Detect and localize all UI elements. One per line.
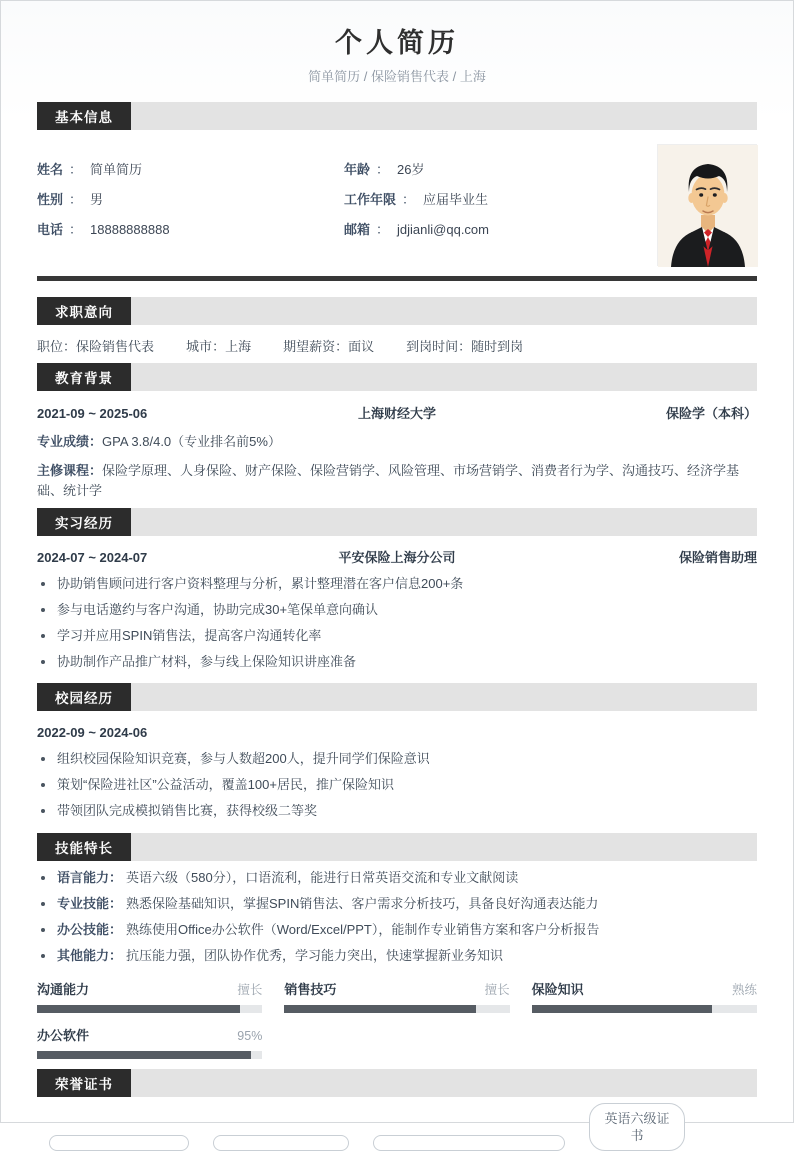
field-email	[344, 220, 651, 240]
education-degree: 保险学（本科）	[665, 406, 757, 421]
bullet-text: 策划“保险进社区”公益活动，覆盖100+居民，推广保险知识	[57, 777, 394, 792]
bar-track	[37, 1005, 262, 1013]
section-divider	[37, 276, 757, 281]
section-title-skills: 技能特长	[37, 833, 131, 861]
skill-text: 熟练使用Office办公软件（Word/Excel/PPT），能制作专业销售方案和客户分析报告	[126, 922, 600, 937]
bullet-icon	[41, 954, 45, 958]
bullet-text: 参与电话邀约与客户沟通，协助完成30+笔保单意向确认	[57, 602, 379, 617]
field-value: 26岁	[397, 162, 425, 177]
campus-bullet-list	[37, 750, 757, 820]
skill-bar-insurance	[532, 981, 757, 1013]
field-value: 18888888888	[90, 222, 170, 237]
courses-label: 主修课程：	[37, 463, 103, 478]
bar-name: 沟通能力	[37, 982, 90, 997]
campus-period: 2022-09 ~ 2024-06	[37, 725, 148, 740]
basic-info-left-column	[37, 160, 344, 266]
list-item	[37, 627, 757, 645]
page-subtitle: 简单简历 / 保险销售代表 / 上海	[308, 69, 486, 84]
field-phone	[37, 220, 344, 240]
bar-head	[532, 981, 757, 999]
intent-value: 随时到岗	[471, 339, 524, 354]
colon: ：	[63, 339, 77, 354]
bullet-text: 学习并应用SPIN销售法，提高客户沟通转化率	[57, 628, 322, 643]
profile-photo	[657, 144, 757, 266]
skill-label: 语言能力：	[57, 870, 123, 885]
section-header-campus	[37, 683, 757, 711]
skill-bar-office	[37, 1027, 262, 1059]
bar-level: 擅长	[484, 983, 510, 997]
field-age	[344, 160, 651, 180]
job-intention-line	[37, 338, 757, 356]
section-header-internship	[37, 508, 757, 536]
bar-fill	[37, 1051, 251, 1059]
bullet-icon	[41, 608, 45, 612]
courses-value: 保险学原理、人身保险、财产保险、保险营销学、风险管理、市场营销学、消费者行为学、沟通技巧、经济学基础、统计学	[37, 463, 740, 498]
bar-track	[532, 1005, 757, 1013]
field-label: 工作年限	[344, 192, 397, 207]
skill-text: 抗压能力强，团队协作优秀，学习能力突出，快速掌握新业务知识	[126, 948, 504, 963]
intent-value: 保险销售代表	[76, 339, 155, 354]
list-item	[37, 750, 757, 768]
intent-label: 职位	[37, 339, 64, 354]
bullet-text: 协助制作产品推广材料，参与线上保险知识讲座准备	[57, 654, 357, 669]
education-courses-row	[37, 461, 757, 501]
field-label: 年龄	[344, 162, 371, 177]
basic-info-right-column	[344, 160, 651, 266]
intent-position	[37, 338, 154, 356]
field-label: 电话	[37, 222, 64, 237]
education-gpa-row	[37, 432, 757, 452]
bar-name: 保险知识	[531, 982, 584, 997]
internship-period: 2024-07 ~ 2024-07	[37, 550, 148, 565]
list-item	[37, 802, 757, 820]
skill-label: 其他能力：	[57, 948, 123, 963]
section-title-campus: 校园经历	[37, 683, 131, 711]
section-title-education: 教育背景	[37, 363, 131, 391]
section-header-job-intention	[37, 297, 757, 325]
bar-level: 擅长	[237, 983, 263, 997]
section-header-skills	[37, 833, 757, 861]
campus-right-spacer	[545, 724, 757, 742]
campus-header-row	[37, 724, 757, 742]
skill-label: 专业技能：	[57, 896, 123, 911]
basic-info-fields	[37, 144, 651, 266]
skill-bar-communication	[37, 981, 262, 1013]
list-item	[37, 869, 757, 887]
section-title-basic-info: 基本信息	[37, 102, 131, 130]
intent-label: 期望薪资	[283, 339, 336, 354]
list-item	[37, 575, 757, 593]
bar-head	[37, 1027, 262, 1045]
field-experience-years	[344, 190, 651, 210]
skill-text: 熟悉保险基础知识，掌握SPIN销售法、客户需求分析技巧，具备良好沟通表达能力	[126, 896, 599, 911]
skill-bars-row-1	[37, 981, 757, 1013]
honor-tags-row	[37, 1103, 757, 1151]
resume-page	[1, 1, 793, 1143]
skill-bar-sales	[284, 981, 509, 1013]
honor-tag	[213, 1135, 349, 1151]
portrait-cartoon-man-suit	[658, 145, 758, 267]
intent-availability	[406, 338, 523, 356]
honor-tag	[373, 1135, 565, 1151]
list-item	[37, 947, 757, 965]
skill-label: 办公技能：	[57, 922, 123, 937]
skill-bars-row-2	[37, 1027, 757, 1059]
bar-track	[37, 1051, 262, 1059]
list-item	[37, 921, 757, 939]
internship-role: 保险销售助理	[678, 550, 757, 565]
bullet-icon	[41, 928, 45, 932]
bar-fill	[37, 1005, 240, 1013]
field-value: 简单简历	[90, 162, 143, 177]
internship-bullet-list	[37, 575, 757, 671]
intent-salary	[283, 338, 374, 356]
bullet-icon	[41, 757, 45, 761]
colon: ：	[69, 222, 83, 237]
intent-city	[186, 338, 251, 356]
bar-fill	[284, 1005, 476, 1013]
intent-value: 上海	[225, 339, 252, 354]
basic-info-block	[37, 130, 757, 266]
colon: ：	[69, 162, 83, 177]
field-value: 应届毕业生	[423, 192, 489, 207]
bar-name: 销售技巧	[284, 982, 337, 997]
skill-text: 英语六级（580分），口语流利，能进行日常英语交流和专业文献阅读	[126, 870, 519, 885]
section-header-basic-info	[37, 102, 757, 130]
honor-tag	[49, 1135, 189, 1151]
section-header-honors	[37, 1069, 757, 1097]
internship-header-row	[37, 549, 757, 567]
bar-head	[284, 981, 509, 999]
colon: ：	[376, 222, 390, 237]
education-school: 上海财经大学	[357, 406, 436, 421]
list-item	[37, 653, 757, 671]
bullet-icon	[41, 634, 45, 638]
internship-company: 平安保险上海分公司	[338, 550, 456, 565]
list-item	[37, 776, 757, 794]
colon: ：	[212, 339, 226, 354]
field-name	[37, 160, 344, 180]
section-title-internship: 实习经历	[37, 508, 131, 536]
field-value: jdjianli@qq.com	[397, 222, 489, 237]
section-title-honors: 荣誉证书	[37, 1069, 131, 1097]
bullet-icon	[41, 902, 45, 906]
bullet-icon	[41, 660, 45, 664]
resume-content	[1, 102, 793, 1151]
bullet-text: 协助销售顾问进行客户资料整理与分析，累计整理潜在客户信息200+条	[57, 576, 464, 591]
bar-level: 熟练	[731, 983, 757, 997]
bar-name: 办公软件	[37, 1028, 90, 1043]
list-item	[37, 601, 757, 619]
intent-label: 城市	[186, 339, 213, 354]
resume-header	[1, 1, 793, 86]
bar-level: 95%	[237, 1029, 263, 1043]
list-item	[37, 895, 757, 913]
field-label: 姓名	[37, 162, 64, 177]
page-title: 个人简历	[335, 28, 459, 58]
bar-head	[37, 981, 262, 999]
skills-bullet-list	[37, 869, 757, 965]
bullet-icon	[41, 876, 45, 880]
gpa-value: GPA 3.8/4.0（专业排名前5%）	[102, 434, 281, 449]
colon: ：	[402, 192, 416, 207]
intent-value: 面议	[348, 339, 375, 354]
bullet-icon	[41, 809, 45, 813]
bullet-icon	[41, 783, 45, 787]
colon: ：	[69, 192, 83, 207]
colon: ：	[335, 339, 349, 354]
bullet-text: 组织校园保险知识竞赛，参与人数超200人，提升同学们保险意识	[57, 751, 430, 766]
honor-tag-cet6: 英语六级证书	[589, 1103, 685, 1151]
intent-label: 到岗时间	[406, 339, 459, 354]
colon: ：	[458, 339, 472, 354]
education-header-row	[37, 405, 757, 423]
bullet-text: 带领团队完成模拟销售比赛，获得校级二等奖	[57, 803, 318, 818]
field-gender	[37, 190, 344, 210]
bar-track	[284, 1005, 509, 1013]
gpa-label: 专业成绩：	[37, 434, 103, 449]
section-header-education	[37, 363, 757, 391]
field-label: 邮箱	[344, 222, 371, 237]
bullet-icon	[41, 582, 45, 586]
field-label: 性别	[37, 192, 64, 207]
campus-center-spacer	[249, 724, 545, 742]
section-title-job-intention: 求职意向	[37, 297, 131, 325]
bar-fill	[532, 1005, 712, 1013]
colon: ：	[376, 162, 390, 177]
education-period: 2021-09 ~ 2025-06	[37, 406, 148, 421]
field-value: 男	[90, 192, 104, 207]
